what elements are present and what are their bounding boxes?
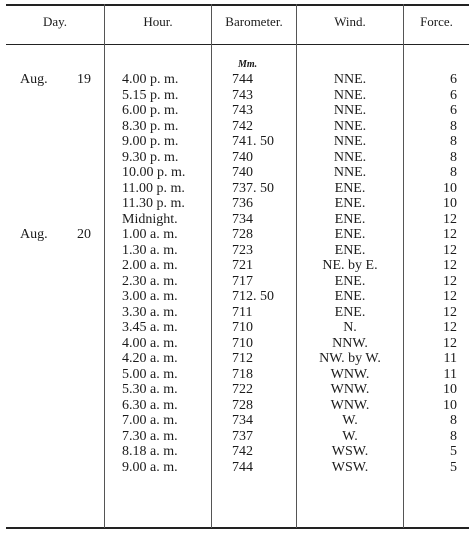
cell-hour: 7.00 a. m. xyxy=(122,413,178,428)
cell-barometer: 734 xyxy=(232,211,253,227)
cell-wind: NNE. xyxy=(333,149,367,165)
table-row xyxy=(0,72,476,88)
cell-wind: WNW. xyxy=(330,382,370,397)
cell-force: 12 xyxy=(443,227,457,242)
table-row xyxy=(0,367,476,383)
table-row xyxy=(0,382,476,398)
cell-hour: 5.30 a. m. xyxy=(122,382,178,397)
cell-wind: WSW. xyxy=(331,444,369,459)
cell-wind: W. xyxy=(342,428,358,444)
cell-hour: 7.30 a. m. xyxy=(122,428,178,444)
cell-wind: ENE. xyxy=(334,289,366,304)
cell-wind: ENE. xyxy=(334,304,366,320)
cell-hour: 4.00 p. m. xyxy=(122,72,179,87)
cell-wind: ENE. xyxy=(334,211,366,227)
table-row xyxy=(0,150,476,166)
cell-force: 10 xyxy=(443,180,457,196)
cell-hour: 5.15 p. m. xyxy=(122,87,179,103)
cell-wind: NNW. xyxy=(332,335,368,351)
cell-hour: Midnight. xyxy=(122,211,178,227)
cell-force: 10 xyxy=(443,397,457,413)
cell-barometer: 728 xyxy=(232,227,253,242)
cell-barometer: 728 xyxy=(232,397,253,413)
cell-wind: NW. by W. xyxy=(319,351,381,366)
table-row xyxy=(0,119,476,135)
cell-hour: 6.30 a. m. xyxy=(122,397,178,413)
cell-force: 12 xyxy=(443,320,457,335)
cell-wind: NNE. xyxy=(333,103,367,118)
cell-force: 8 xyxy=(450,118,457,134)
cell-barometer: 723 xyxy=(232,242,253,258)
cell-force: 5 xyxy=(450,444,457,459)
cell-barometer: 711 xyxy=(232,304,253,320)
table-body xyxy=(0,72,476,475)
cell-force: 12 xyxy=(443,289,457,304)
cell-force: 8 xyxy=(450,134,457,149)
cell-wind: N. xyxy=(343,320,357,335)
cell-force: 12 xyxy=(443,242,457,258)
cell-force: 10 xyxy=(443,382,457,397)
cell-hour: 9.30 p. m. xyxy=(122,149,179,165)
cell-wind: NNE. xyxy=(333,165,367,180)
bottom-rule xyxy=(6,527,469,529)
cell-wind: NNE. xyxy=(333,72,367,87)
header-force: Force. xyxy=(420,14,453,29)
table-row xyxy=(0,243,476,259)
cell-hour: 1.00 a. m. xyxy=(122,227,178,242)
cell-barometer: 743 xyxy=(232,103,253,118)
cell-barometer: 742 xyxy=(232,118,253,134)
cell-hour: 8.30 p. m. xyxy=(122,118,179,134)
cell-barometer: 741. 50 xyxy=(232,134,274,149)
header-wind: Wind. xyxy=(334,14,366,29)
cell-barometer: 721 xyxy=(232,258,253,273)
table-row xyxy=(0,196,476,212)
table-row xyxy=(0,165,476,181)
cell-day-month: Aug. xyxy=(20,72,48,87)
table-row xyxy=(0,336,476,352)
table-row xyxy=(0,181,476,197)
cell-barometer: 740 xyxy=(232,149,253,165)
table-row xyxy=(0,351,476,367)
cell-barometer: 744 xyxy=(232,72,253,87)
table-row xyxy=(0,305,476,321)
table-row xyxy=(0,103,476,119)
barometer-unit-label: Mm. xyxy=(238,59,258,70)
table-row xyxy=(0,88,476,104)
cell-barometer: 742 xyxy=(232,444,253,459)
header-day: Day. xyxy=(42,14,68,29)
top-rule xyxy=(6,4,469,6)
cell-hour: 9.00 p. m. xyxy=(122,134,179,149)
header-barometer: Barometer. xyxy=(225,14,283,29)
cell-wind: ENE. xyxy=(334,227,366,242)
cell-hour: 5.00 a. m. xyxy=(122,366,178,382)
cell-hour: 2.00 a. m. xyxy=(122,258,178,273)
cell-wind: NNE. xyxy=(333,118,367,134)
cell-barometer: 710 xyxy=(232,335,253,351)
cell-hour: 3.00 a. m. xyxy=(122,289,178,304)
table-row xyxy=(0,274,476,290)
table-row xyxy=(0,429,476,445)
cell-wind: NNE. xyxy=(333,87,367,103)
cell-force: 6 xyxy=(450,103,457,118)
cell-force: 12 xyxy=(443,211,457,227)
cell-force: 12 xyxy=(443,335,457,351)
cell-wind: NE. by E. xyxy=(322,258,378,273)
table-row xyxy=(0,413,476,429)
cell-barometer: 718 xyxy=(232,366,253,382)
cell-day-number: 20 xyxy=(77,227,91,242)
cell-barometer: 743 xyxy=(232,87,253,103)
cell-day-number: 19 xyxy=(77,72,91,87)
table-row xyxy=(0,227,476,243)
cell-force: 6 xyxy=(450,87,457,103)
table-row xyxy=(0,320,476,336)
cell-barometer: 717 xyxy=(232,273,253,289)
header-rule xyxy=(6,44,469,45)
cell-barometer: 737 xyxy=(232,428,253,444)
cell-barometer: 736 xyxy=(232,196,253,211)
cell-force: 5 xyxy=(450,459,457,475)
cell-barometer: 744 xyxy=(232,459,253,475)
cell-wind: NNE. xyxy=(333,134,367,149)
cell-force: 12 xyxy=(443,273,457,289)
table-row xyxy=(0,444,476,460)
cell-barometer: 740 xyxy=(232,165,253,180)
cell-wind: WNW. xyxy=(330,397,370,413)
cell-barometer: 710 xyxy=(232,320,253,335)
cell-hour: 4.20 a. m. xyxy=(122,351,178,366)
table-row xyxy=(0,460,476,476)
cell-hour: 4.00 a. m. xyxy=(122,335,178,351)
cell-wind: WNW. xyxy=(330,366,370,382)
header-hour: Hour. xyxy=(143,14,173,29)
table-row xyxy=(0,398,476,414)
cell-force: 12 xyxy=(443,258,457,273)
cell-day-month: Aug. xyxy=(20,227,48,242)
cell-barometer: 712 xyxy=(232,351,253,366)
cell-hour: 2.30 a. m. xyxy=(122,273,178,289)
cell-force: 8 xyxy=(450,413,457,428)
cell-hour: 11.00 p. m. xyxy=(122,180,185,196)
cell-barometer: 722 xyxy=(232,382,253,397)
cell-barometer: 737. 50 xyxy=(232,180,274,196)
table-row xyxy=(0,258,476,274)
cell-wind: ENE. xyxy=(334,242,366,258)
cell-hour: 1.30 a. m. xyxy=(122,242,178,258)
cell-wind: ENE. xyxy=(334,180,366,196)
cell-force: 8 xyxy=(450,149,457,165)
cell-barometer: 734 xyxy=(232,413,253,428)
cell-wind: ENE. xyxy=(334,273,366,289)
cell-force: 11 xyxy=(443,351,457,366)
table-row xyxy=(0,212,476,228)
table-row xyxy=(0,134,476,150)
cell-hour: 3.30 a. m. xyxy=(122,304,178,320)
cell-hour: 10.00 p. m. xyxy=(122,165,186,180)
cell-force: 6 xyxy=(450,72,457,87)
cell-force: 12 xyxy=(443,304,457,320)
cell-barometer: 712. 50 xyxy=(232,289,274,304)
table-row xyxy=(0,289,476,305)
cell-hour: 11.30 p. m. xyxy=(122,196,185,211)
cell-hour: 9.00 a. m. xyxy=(122,459,178,475)
cell-force: 10 xyxy=(443,196,457,211)
cell-hour: 8.18 a. m. xyxy=(122,444,178,459)
cell-wind: ENE. xyxy=(334,196,366,211)
cell-force: 8 xyxy=(450,165,457,180)
cell-wind: W. xyxy=(342,413,358,428)
cell-hour: 3.45 a. m. xyxy=(122,320,178,335)
cell-hour: 6.00 p. m. xyxy=(122,103,179,118)
cell-force: 8 xyxy=(450,428,457,444)
cell-wind: WSW. xyxy=(331,459,369,475)
cell-force: 11 xyxy=(443,366,457,382)
